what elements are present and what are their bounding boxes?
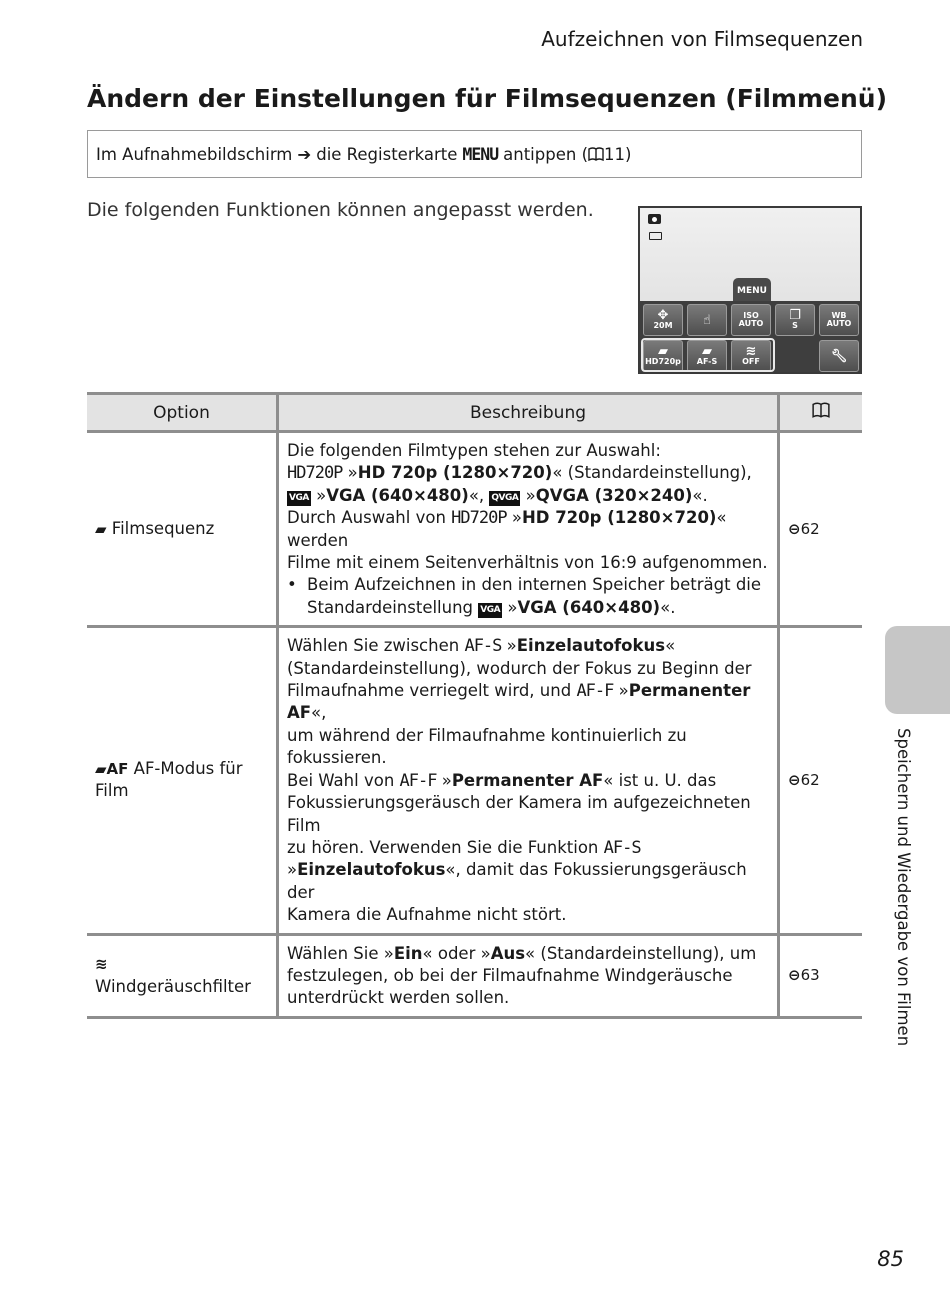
touch-shooting-icon: ☝ <box>687 304 727 336</box>
af-f-icon: AF-F <box>576 681 614 702</box>
desc-line: VGA »VGA (640×480)«, QVGA »QVGA (320×240)«. <box>289 485 708 505</box>
column-header-reference <box>779 394 863 432</box>
chapter-tab <box>885 626 950 714</box>
menu-tab: MENU <box>733 278 771 302</box>
desc-line: Kamera die Aufnahme nicht stört. <box>287 905 567 925</box>
wind-noise-icon: ≋ OFF <box>731 340 771 372</box>
description-cell <box>278 934 779 1017</box>
desc-line: festzulegen, ob bei der Filmaufnahme Windgeräusche <box>287 965 733 985</box>
option-label: Windgeräuschfilter <box>95 976 251 996</box>
iso-icon: ISO AUTO <box>731 304 771 336</box>
column-header-option: Option <box>87 394 278 432</box>
navigation-instruction <box>87 130 862 178</box>
af-f-icon: AF-F <box>399 770 437 791</box>
desc-line: Filmaufnahme verriegelt wird, und AF-F »Permanenter AF«, <box>287 681 751 723</box>
desc-line: zu hören. Verwenden Sie die Funktion AF-S <box>287 837 641 858</box>
qvga-icon: QVGA <box>489 491 520 506</box>
movie-menu-highlight <box>641 338 775 372</box>
book-icon <box>588 147 604 161</box>
desc-line: (Standardeinstellung), wodurch der Fokus zu Beginn der <box>287 658 752 678</box>
running-header: Aufzeichnen von Filmsequenzen <box>541 27 863 51</box>
camera-menu-panel <box>640 301 860 374</box>
options-table <box>87 392 862 1019</box>
book-icon <box>812 402 830 418</box>
movie-icon: ▰ HD720p <box>643 340 683 372</box>
desc-line: Wählen Sie »Ein« oder »Aus« (Standardeinstellung), um <box>287 943 757 963</box>
camera-mode-icon <box>648 214 661 224</box>
white-balance-icon: WB AUTO <box>819 304 859 336</box>
option-cell <box>87 432 278 627</box>
menu-symbol: MENU <box>462 144 499 164</box>
image-mode-icon: ✥ 20M <box>643 304 683 336</box>
desc-line: Fokussierungsgeräusch der Kamera im aufgezeichneten Film <box>287 793 751 835</box>
table-row <box>87 432 862 627</box>
description-cell <box>278 627 779 934</box>
nav-prefix: Im Aufnahmebildschirm <box>96 144 293 164</box>
desc-line: HD720P »HD 720p (1280×720)« (Standardeinstellung), <box>287 463 752 484</box>
movie-icon: ▰ <box>95 519 107 538</box>
vga-icon: VGA <box>478 603 502 618</box>
option-cell <box>87 627 278 934</box>
reference-section-icon: ⊖ <box>788 519 801 538</box>
desc-line: Bei Wahl von AF-F »Permanenter AF« ist u. U. das <box>287 770 717 791</box>
af-s-icon: AF-S <box>603 837 641 858</box>
nav-close: ) <box>625 144 632 164</box>
option-cell <box>87 934 278 1017</box>
desc-line: Wählen Sie zwischen AF-S »Einzelautofokus« <box>287 636 676 657</box>
reference-cell[interactable]: ⊖63 <box>779 934 863 1017</box>
table-row <box>87 934 862 1017</box>
desc-line: um während der Filmaufnahme kontinuierlich zu fokussieren. <box>287 725 687 768</box>
af-s-icon: AF-S <box>464 636 502 657</box>
desc-line: unterdrückt werden sollen. <box>287 988 510 1008</box>
camera-screen-illustration <box>638 206 862 374</box>
battery-icon <box>649 232 662 240</box>
table-header-row <box>87 394 862 432</box>
wind-noise-icon: ≋ <box>95 955 108 974</box>
column-header-description: Beschreibung <box>278 394 779 432</box>
page-number: 85 <box>877 1247 904 1271</box>
setup-wrench-icon: 🔧︎ <box>819 340 859 372</box>
reference-cell[interactable]: ⊖62 <box>779 627 863 934</box>
reference-section-icon: ⊖ <box>788 771 801 790</box>
movie-af-icon: ▰AF <box>95 759 129 778</box>
movie-af-icon: ▰ AF-S <box>687 340 727 372</box>
reference-cell[interactable]: ⊖62 <box>779 432 863 627</box>
reference-section-icon: ⊖ <box>788 966 801 985</box>
arrow-icon: ➔ <box>297 144 312 164</box>
vga-icon: VGA <box>287 491 311 506</box>
page-title: Ändern der Einstellungen für Filmsequenzen (Filmmenü) <box>87 84 888 113</box>
hd720p-icon: HD720P <box>287 463 343 484</box>
bullet-item: • Beim Aufzeichnen in den internen Speicher beträgt die Standardeinstellung VGA »VGA (640×480)«. <box>287 575 762 617</box>
description-cell <box>278 432 779 627</box>
desc-line: Durch Auswahl von HD720P »HD 720p (1280×720)« werden <box>287 508 727 550</box>
hd720p-icon: HD720P <box>451 508 507 529</box>
option-label: Filmsequenz <box>111 518 215 538</box>
chapter-label: Speichern und Wiedergabe von Filmen <box>894 728 913 1047</box>
nav-page-ref[interactable]: 11 <box>604 144 626 164</box>
nav-middle: die Registerkarte <box>316 144 458 164</box>
nav-suffix: antippen ( <box>503 144 589 164</box>
desc-line: Filme mit einem Seitenverhältnis von 16:9 aufgenommen. <box>287 553 768 573</box>
desc-line: »Einzelautofokus«, damit das Fokussierungsgeräusch der <box>287 860 747 902</box>
table-row <box>87 627 862 934</box>
intro-text: Die folgenden Funktionen können angepasst werden. <box>87 199 594 221</box>
continuous-icon: ❐ S <box>775 304 815 336</box>
desc-line: Die folgenden Filmtypen stehen zur Auswahl: <box>287 441 661 460</box>
option-label: AF-Modus für Film <box>95 758 243 801</box>
